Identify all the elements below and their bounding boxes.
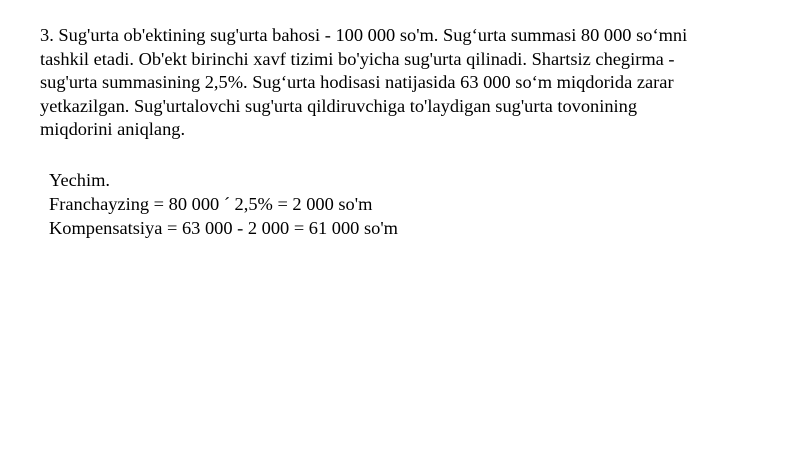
problem-line: 3. Sug'urta ob'ektining sug'urta bahosi - 100 000 so'm. Sug‘urta summasi 80 000 so‘mni	[40, 25, 688, 45]
franchise-formula: Franchayzing = 80 000 ´ 2,5% = 2 000 so'm	[49, 194, 373, 214]
problem-line: sug'urta summasining 2,5%. Sug‘urta hodisasi natijasida 63 000 so‘m miqdorida zarar	[40, 72, 674, 93]
problem-statement	[40, 24, 760, 142]
problem-line: tashkil etadi. Ob'ekt birinchi xavf tizimi bo'yicha sug'urta qilinadi. Shartsiz chegirma -	[40, 48, 675, 69]
problem-line: yetkazilgan. Sug'urtalovchi sug'urta qildiruvchiga to'laydigan sug'urta tovonining	[40, 95, 638, 116]
problem-line: miqdorini aniqlang.	[40, 119, 186, 140]
solution-block	[49, 168, 749, 240]
solution-heading: Yechim.	[49, 170, 110, 190]
compensation-formula: Kompensatsiya = 63 000 - 2 000 = 61 000 so'm	[49, 218, 398, 238]
